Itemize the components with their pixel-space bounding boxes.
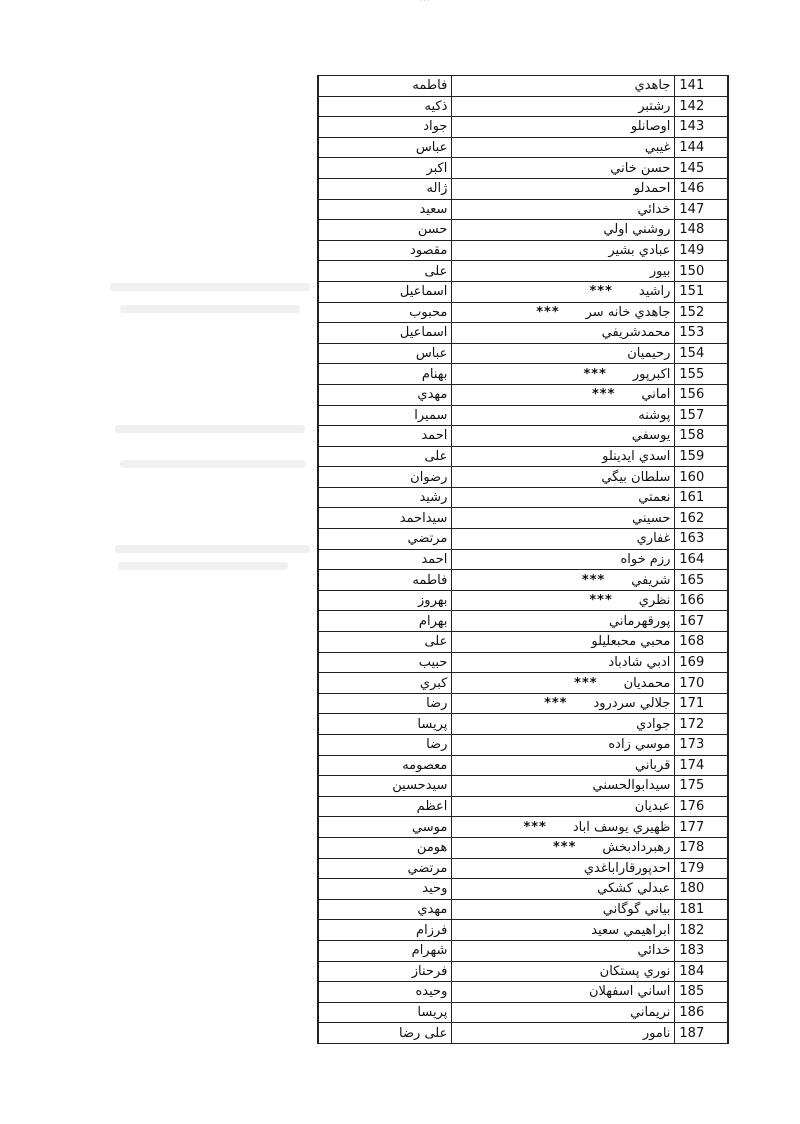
bleed-through-mark (120, 305, 300, 313)
last-name-cell (452, 117, 675, 138)
row-number: 181 (675, 899, 728, 920)
last-name-cell (452, 508, 675, 529)
first-name: بهرام (318, 611, 452, 632)
first-name: مهدي (318, 384, 452, 405)
first-name: هومن (318, 837, 452, 858)
last-name: محمدشريفي (601, 325, 671, 341)
first-name: فرحناز (318, 961, 452, 982)
last-name-cell (452, 837, 675, 858)
last-name-cell (452, 364, 675, 385)
last-name-cell (452, 302, 675, 323)
last-name: اکبرپور (632, 366, 671, 382)
asterisk-mark: *** (544, 696, 568, 712)
bleed-through-mark (115, 545, 310, 553)
table-row (318, 817, 728, 838)
last-name-cell (452, 796, 675, 817)
first-name: اکبر (318, 158, 452, 179)
table-row (318, 508, 728, 529)
last-name: بيور (649, 263, 671, 279)
first-name: بهروز (318, 590, 452, 611)
table-row (318, 467, 728, 488)
last-name-cell (452, 776, 675, 797)
row-number: 153 (675, 323, 728, 344)
last-name: محمديان (623, 675, 671, 691)
row-number: 157 (675, 405, 728, 426)
last-name-cell (452, 446, 675, 467)
first-name: رضا (318, 735, 452, 756)
table-row (318, 961, 728, 982)
row-number: 141 (675, 76, 728, 97)
last-name: اوصانلو (630, 119, 671, 135)
last-name-cell (452, 76, 675, 97)
last-name: غفاري (636, 531, 671, 547)
first-name: مقصود (318, 240, 452, 261)
first-name: عباس (318, 137, 452, 158)
last-name-cell (452, 549, 675, 570)
table-row (318, 158, 728, 179)
row-number: 163 (675, 529, 728, 550)
table-row (318, 796, 728, 817)
last-name-cell (452, 240, 675, 261)
table-row (318, 76, 728, 97)
table-row (318, 446, 728, 467)
row-number: 173 (675, 735, 728, 756)
last-name-cell (452, 323, 675, 344)
last-name-cell (452, 405, 675, 426)
first-name: علی (318, 632, 452, 653)
last-name: نظري (638, 593, 671, 609)
last-name-cell (452, 220, 675, 241)
table-row (318, 714, 728, 735)
last-name-cell (452, 652, 675, 673)
row-number: 142 (675, 96, 728, 117)
last-name: رزم خواه (620, 551, 671, 567)
page-top-mark: · · · (420, 0, 430, 5)
last-name: نريماني (630, 1005, 671, 1021)
table-row (318, 323, 728, 344)
last-name: موسي زاده (608, 737, 671, 753)
first-name: مهدي (318, 899, 452, 920)
first-name: مرتضي (318, 529, 452, 550)
table-row (318, 549, 728, 570)
last-name: شريفي (631, 572, 671, 588)
asterisk-mark: *** (589, 284, 613, 300)
first-name: رشيد (318, 487, 452, 508)
row-number: 143 (675, 117, 728, 138)
table-row (318, 220, 728, 241)
table-row (318, 240, 728, 261)
last-name: جوادي (636, 716, 671, 732)
last-name: نعمتي (638, 490, 671, 506)
row-number: 150 (675, 261, 728, 282)
last-name-cell (452, 693, 675, 714)
first-name: وحيده (318, 982, 452, 1003)
first-name: ذکيه (318, 96, 452, 117)
last-name-cell (452, 611, 675, 632)
last-name-cell (452, 96, 675, 117)
last-name-cell (452, 529, 675, 550)
last-name: عبدلي کشکي (597, 881, 671, 897)
last-name: سلطان بيگي (601, 469, 671, 485)
row-number: 145 (675, 158, 728, 179)
row-number: 159 (675, 446, 728, 467)
table-row (318, 570, 728, 591)
row-number: 165 (675, 570, 728, 591)
last-name-cell (452, 982, 675, 1003)
last-name: ظهيري يوسف اباد (572, 819, 671, 835)
table-row (318, 261, 728, 282)
first-name: عباس (318, 343, 452, 364)
row-number: 152 (675, 302, 728, 323)
asterisk-mark: *** (523, 819, 547, 835)
table-row (318, 487, 728, 508)
first-name: جواد (318, 117, 452, 138)
table-row (318, 1023, 728, 1044)
first-name: مرتضي (318, 858, 452, 879)
last-name: ادبي شادباد (608, 654, 671, 670)
last-name: رشتبر (638, 98, 671, 114)
first-name: علی (318, 261, 452, 282)
first-name: فرزام (318, 920, 452, 941)
table-row (318, 1002, 728, 1023)
table-row (318, 343, 728, 364)
last-name: احمدلو (633, 181, 671, 197)
first-name: فاطمه (318, 76, 452, 97)
row-number: 183 (675, 940, 728, 961)
asterisk-mark: *** (583, 366, 607, 382)
last-name: رهبردادبخش (602, 840, 671, 856)
last-name-cell (452, 940, 675, 961)
row-number: 186 (675, 1002, 728, 1023)
table-row (318, 384, 728, 405)
row-number: 167 (675, 611, 728, 632)
table-row (318, 611, 728, 632)
first-name: سيدحسين (318, 776, 452, 797)
row-number: 175 (675, 776, 728, 797)
table-row (318, 776, 728, 797)
asterisk-mark: *** (536, 304, 560, 320)
last-name: رحيميان (627, 346, 671, 362)
table-row (318, 281, 728, 302)
first-name: رضوان (318, 467, 452, 488)
table-row (318, 137, 728, 158)
bleed-through-mark (118, 562, 288, 570)
last-name: سيدابوالحسني (592, 778, 671, 794)
table-row (318, 879, 728, 900)
first-name: اسماعيل (318, 323, 452, 344)
last-name-cell (452, 281, 675, 302)
row-number: 180 (675, 879, 728, 900)
last-name: غيبي (644, 140, 671, 156)
first-name: فاطمه (318, 570, 452, 591)
last-name-cell (452, 899, 675, 920)
last-name: ابراهيمي سعيد (591, 922, 671, 938)
first-name: ژاله (318, 178, 452, 199)
row-number: 164 (675, 549, 728, 570)
last-name-cell (452, 961, 675, 982)
last-name-cell (452, 570, 675, 591)
last-name: اماني (641, 387, 671, 403)
row-number: 184 (675, 961, 728, 982)
table-row (318, 590, 728, 611)
last-name: جلالي سردرود (593, 696, 671, 712)
last-name: روشني اولي (603, 222, 671, 238)
row-number: 148 (675, 220, 728, 241)
row-number: 187 (675, 1023, 728, 1044)
last-name-cell (452, 879, 675, 900)
row-number: 147 (675, 199, 728, 220)
first-name: رضا (318, 693, 452, 714)
last-name: جاهدي خانه سر (585, 304, 671, 320)
first-name: موسي (318, 817, 452, 838)
table-row (318, 178, 728, 199)
table-row (318, 199, 728, 220)
table-row (318, 405, 728, 426)
last-name-cell (452, 178, 675, 199)
last-name: خدائي (637, 201, 671, 217)
last-name-cell (452, 735, 675, 756)
asterisk-mark: *** (552, 840, 577, 856)
table-row (318, 673, 728, 694)
row-number: 162 (675, 508, 728, 529)
last-name-cell (452, 673, 675, 694)
last-name: اساني اسفهلان (588, 984, 671, 1000)
last-name: حسن خاني (610, 160, 671, 176)
last-name: احدپورقاراباغدي (583, 860, 671, 876)
last-name: راشيد (638, 284, 671, 300)
first-name: سيداحمد (318, 508, 452, 529)
row-number: 176 (675, 796, 728, 817)
last-name-cell (452, 261, 675, 282)
table-row (318, 529, 728, 550)
first-name: پريسا (318, 1002, 452, 1023)
first-name: علی (318, 446, 452, 467)
last-name-cell (452, 755, 675, 776)
last-name: پورقهرماني (609, 613, 671, 629)
table-row (318, 899, 728, 920)
last-name: يوسفي (631, 428, 671, 444)
first-name: اعظم (318, 796, 452, 817)
row-number: 177 (675, 817, 728, 838)
first-name: علی رضا (318, 1023, 452, 1044)
row-number: 151 (675, 281, 728, 302)
first-name: بهنام (318, 364, 452, 385)
last-name-cell (452, 1002, 675, 1023)
row-number: 185 (675, 982, 728, 1003)
table-row (318, 364, 728, 385)
bleed-through-mark (120, 460, 305, 468)
last-name-cell (452, 590, 675, 611)
row-number: 144 (675, 137, 728, 158)
row-number: 174 (675, 755, 728, 776)
last-name: پوشنه (638, 407, 671, 423)
last-name-cell (452, 487, 675, 508)
table-row (318, 693, 728, 714)
last-name-cell (452, 384, 675, 405)
asterisk-mark: *** (581, 572, 606, 588)
table-row (318, 940, 728, 961)
last-name: نامور (642, 1025, 671, 1041)
last-name: بياني گوگاني (602, 902, 671, 918)
asterisk-mark: *** (592, 387, 616, 403)
row-number: 154 (675, 343, 728, 364)
last-name-cell (452, 632, 675, 653)
last-name: خدائي (637, 943, 671, 959)
row-number: 158 (675, 426, 728, 447)
last-name-cell (452, 1023, 675, 1044)
last-name-cell (452, 158, 675, 179)
first-name: احمد (318, 426, 452, 447)
names-table-body (318, 76, 728, 1044)
last-name: قرباني (634, 757, 671, 773)
first-name: معصومه (318, 755, 452, 776)
row-number: 146 (675, 178, 728, 199)
first-name: سعيد (318, 199, 452, 220)
last-name: اسدي ايدينلو (602, 448, 671, 464)
last-name: جاهدي (634, 78, 671, 94)
last-name-cell (452, 817, 675, 838)
last-name-cell (452, 426, 675, 447)
row-number: 161 (675, 487, 728, 508)
first-name: احمد (318, 549, 452, 570)
table-row (318, 982, 728, 1003)
first-name: سميرا (318, 405, 452, 426)
bleed-through-mark (115, 425, 305, 433)
row-number: 178 (675, 837, 728, 858)
last-name-cell (452, 343, 675, 364)
table-row (318, 302, 728, 323)
last-name: محبي محبعليلو (591, 634, 671, 650)
last-name: عبديان (634, 799, 671, 815)
last-name-cell (452, 714, 675, 735)
asterisk-mark: *** (589, 593, 613, 609)
bleed-through-mark (110, 283, 310, 291)
first-name: حسن (318, 220, 452, 241)
first-name: کبري (318, 673, 452, 694)
row-number: 182 (675, 920, 728, 941)
table-row (318, 426, 728, 447)
first-name: پريسا (318, 714, 452, 735)
row-number: 169 (675, 652, 728, 673)
last-name-cell (452, 199, 675, 220)
names-table (317, 75, 729, 1044)
last-name-cell (452, 858, 675, 879)
row-number: 149 (675, 240, 728, 261)
table-row (318, 735, 728, 756)
table-row (318, 117, 728, 138)
table-row (318, 96, 728, 117)
table-row (318, 632, 728, 653)
first-name: محبوب (318, 302, 452, 323)
asterisk-mark: *** (574, 675, 598, 691)
last-name-cell (452, 920, 675, 941)
last-name-cell (452, 467, 675, 488)
row-number: 155 (675, 364, 728, 385)
table-row (318, 858, 728, 879)
last-name: حسيني (632, 510, 671, 526)
last-name-cell (452, 137, 675, 158)
row-number: 156 (675, 384, 728, 405)
last-name: عبادي بشير (608, 243, 671, 259)
first-name: وحيد (318, 879, 452, 900)
row-number: 168 (675, 632, 728, 653)
table-row (318, 652, 728, 673)
table-row (318, 755, 728, 776)
first-name: حبيب (318, 652, 452, 673)
row-number: 172 (675, 714, 728, 735)
row-number: 166 (675, 590, 728, 611)
first-name: اسماعيل (318, 281, 452, 302)
row-number: 171 (675, 693, 728, 714)
row-number: 179 (675, 858, 728, 879)
row-number: 170 (675, 673, 728, 694)
first-name: شهرام (318, 940, 452, 961)
table-row (318, 837, 728, 858)
table-row (318, 920, 728, 941)
last-name: نوري پستکان (599, 963, 671, 979)
row-number: 160 (675, 467, 728, 488)
